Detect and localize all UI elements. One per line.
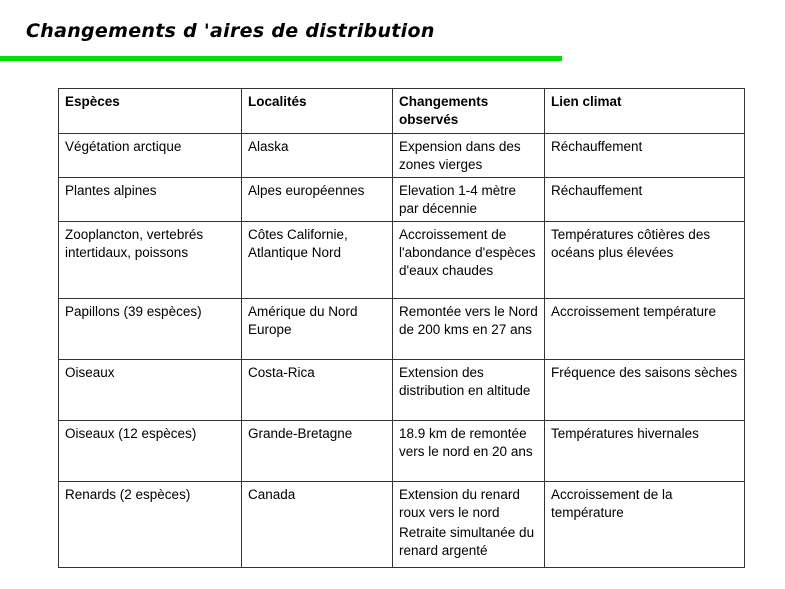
cell-localites: Canada: [242, 482, 393, 568]
cell-especes: Renards (2 espèces): [59, 482, 242, 568]
cell-changements-line2: Retraite simultanée du renard argenté: [399, 525, 535, 558]
table-row: [59, 482, 745, 568]
cell-lien-climat: Fréquence des saisons sèches: [545, 360, 745, 421]
header-lien-climat: Lien climat: [545, 89, 745, 134]
distribution-table: [58, 88, 745, 568]
table-row: [59, 360, 745, 421]
cell-especes: Papillons (39 espèces): [59, 299, 242, 360]
table-row: [59, 222, 745, 299]
cell-lien-climat: Températures hivernales: [545, 421, 745, 482]
table-header-row: [59, 89, 745, 134]
table-row: [59, 299, 745, 360]
cell-especes: Zooplancton, vertebrés intertidaux, poissons: [59, 222, 242, 299]
cell-changements: Accroissement de l'abondance d'espèces d'eaux chaudes: [393, 222, 545, 299]
cell-changements-line1: Extension du renard roux vers le nord: [399, 487, 520, 520]
cell-changements: Remontée vers le Nord de 200 kms en 27 ans: [393, 299, 545, 360]
header-localites: Localités: [242, 89, 393, 134]
cell-localites: Alpes européennes: [242, 178, 393, 222]
cell-changements: Expension dans des zones vierges: [393, 134, 545, 178]
cell-lien-climat: Accroissement de la température: [545, 482, 745, 568]
cell-lien-climat: Réchauffement: [545, 134, 745, 178]
cell-localites: Amérique du Nord Europe: [242, 299, 393, 360]
cell-lien-climat: Températures côtières des océans plus élevées: [545, 222, 745, 299]
cell-especes: Plantes alpines: [59, 178, 242, 222]
cell-especes: Végétation arctique: [59, 134, 242, 178]
cell-changements: [393, 482, 545, 568]
cell-localites: Côtes Californie, Atlantique Nord: [242, 222, 393, 299]
header-changements: Changements observés: [393, 89, 545, 134]
title-underline: [0, 56, 562, 61]
cell-lien-climat: Accroissement température: [545, 299, 745, 360]
cell-changements: Elevation 1-4 mètre par décennie: [393, 178, 545, 222]
cell-localites: Costa-Rica: [242, 360, 393, 421]
cell-especes: Oiseaux: [59, 360, 242, 421]
table-row: [59, 134, 745, 178]
table-row: [59, 421, 745, 482]
header-especes: Espèces: [59, 89, 242, 134]
cell-changements: Extension des distribution en altitude: [393, 360, 545, 421]
cell-lien-climat: Réchauffement: [545, 178, 745, 222]
cell-especes: Oiseaux (12 espèces): [59, 421, 242, 482]
cell-changements: 18.9 km de remontée vers le nord en 20 ans: [393, 421, 545, 482]
page-title: Changements d 'aires de distribution: [26, 20, 435, 42]
table-row: [59, 178, 745, 222]
cell-localites: Grande-Bretagne: [242, 421, 393, 482]
cell-localites: Alaska: [242, 134, 393, 178]
